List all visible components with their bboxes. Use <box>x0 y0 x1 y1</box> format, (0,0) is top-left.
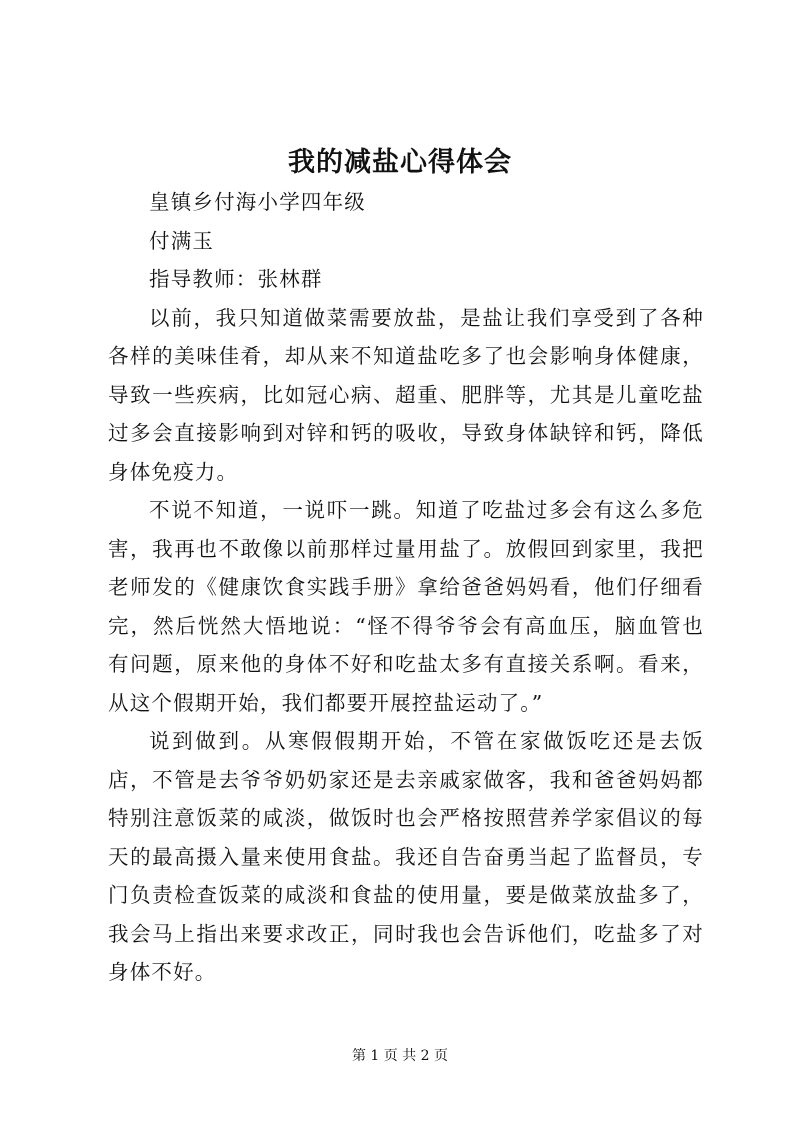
paragraph-1: 以前，我只知道做菜需要放盐，是盐让我们享受到了各种各样的美味佳肴，却从来不知道盐吃多了也会影响身体健康，导致一些疾病，比如冠心病、超重、肥胖等，尤其是儿童吃盐过多会直接影响到对锌和钙的吸收，导致身体缺锌和钙，降低身体免疫力。 <box>108 305 704 484</box>
page-footer: 第 1 页 共 2 页 <box>351 1048 449 1064</box>
author-line: 付满玉 <box>149 228 215 253</box>
teacher-line: 指导教师：张林群 <box>149 267 323 291</box>
paragraph-3: 说到做到。从寒假假期开始，不管在家做饭吃还是去饭店，不管是去爷爷奶奶家还是去亲戚家做客，我和爸爸妈妈都特别注意饭菜的咸淡，做饭时也会严格按照营养学家倡议的每天的最高摄入量来使用食盐。我还自告奋勇当起了监督员，专门负责检查饭菜的咸淡和食盐的使用量，要是做菜放盐多了，我会马上指出来要求改正，同时我也会告诉他们，吃盐多了对身体不好。 <box>108 729 704 984</box>
paragraph-2: 不说不知道，一说吓一跳。知道了吃盐过多会有这么多危害，我再也不敢像以前那样过量用盐了。放假回到家里，我把老师发的《健康饮食实践手册》拿给爸爸妈妈看，他们仔细看完，然后恍然大悟地说：“怪不得爷爷会有高血压，脑血管也有问题，原来他的身体不好和吃盐太多有直接关系啊。看来，从这个假期开始，我们都要开展控盐运动了。” <box>108 498 704 715</box>
document-body <box>108 183 704 992</box>
school-line: 皇镇乡付海小学四年级 <box>149 190 366 214</box>
document-title: 我的减盐心得体会 <box>288 147 512 178</box>
